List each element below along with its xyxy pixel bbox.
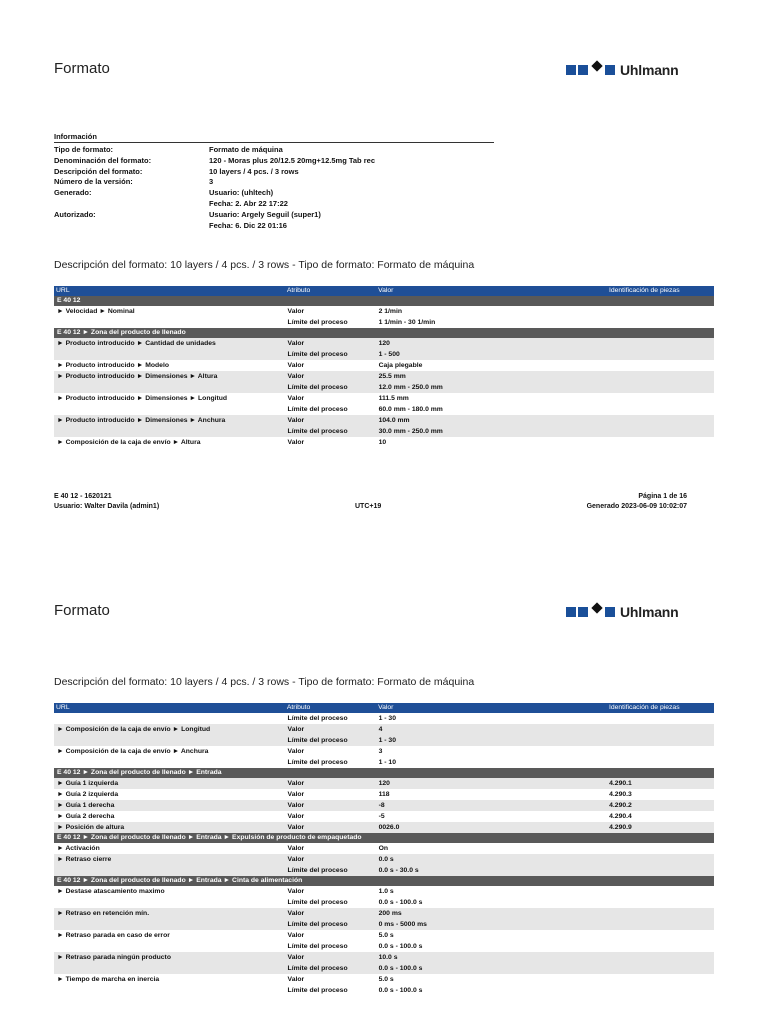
footer-page-number: Página 1 de 16 [638, 493, 687, 500]
info-value: 10 layers / 4 pcs. / 3 rows [209, 166, 299, 176]
cell-atributo: Valor [287, 373, 305, 380]
cell-atributo: Valor [287, 439, 305, 446]
cell-url [54, 317, 286, 328]
cell-valor: 120 [378, 780, 390, 787]
cell-url [54, 349, 286, 360]
cell-atributo: Límite del proceso [287, 319, 348, 326]
cell-valor: 2 1/min [378, 308, 403, 315]
cell-atributo: Valor [287, 976, 305, 983]
cell-valor: -8 [378, 802, 385, 809]
cell-identificacion [607, 985, 714, 996]
info-row [54, 177, 494, 188]
logo-square-icon [566, 607, 576, 617]
cell-identificacion [607, 757, 714, 768]
col-atributo: Atributo [286, 704, 311, 711]
table-row [54, 746, 714, 757]
table-row [54, 426, 714, 437]
cell-atributo: Límite del proceso [287, 965, 348, 972]
cell-atributo: Límite del proceso [287, 737, 348, 744]
info-row [54, 210, 494, 221]
table-row [54, 854, 714, 865]
cell-identificacion [607, 952, 714, 963]
table-row [54, 437, 714, 448]
table-row [54, 930, 714, 941]
cell-valor: 200 ms [378, 910, 402, 917]
cell-identificacion [607, 908, 714, 919]
info-row [54, 167, 494, 178]
cell-identificacion [607, 919, 714, 930]
cell-valor: 1.0 s [378, 888, 394, 895]
logo-text: Uhlmann [620, 604, 679, 620]
info-value: Fecha: 6. Dic 22 01:16 [209, 220, 287, 230]
info-value: Usuario: (uhltech) [209, 188, 274, 198]
table-body [54, 713, 714, 996]
col-identificacion: Identificación de piezas [608, 704, 680, 711]
page-title: Formato [54, 602, 110, 619]
cell-valor: 0.0 s - 100.0 s [378, 987, 423, 994]
cell-valor: 118 [378, 791, 390, 798]
cell-atributo: Valor [287, 824, 305, 831]
cell-valor: 12.0 mm - 250.0 mm [378, 384, 443, 391]
info-key: Denominación del formato: [54, 155, 152, 165]
table-row [54, 778, 714, 789]
cell-identificacion [607, 746, 714, 757]
cell-identificacion [607, 941, 714, 952]
cell-identificacion [607, 974, 714, 985]
cell-identificacion [607, 886, 714, 897]
cell-valor: 0.0 s - 100.0 s [378, 899, 423, 906]
cell-atributo: Valor [287, 932, 305, 939]
cell-url: ► Composición de la caja de envío ► Altura [57, 439, 201, 446]
footer-left [54, 492, 159, 512]
cell-valor: 1 - 30 [378, 737, 396, 744]
cell-identificacion [607, 897, 714, 908]
table-row [54, 393, 714, 404]
table-row [54, 963, 714, 974]
col-atributo: Atributo [286, 287, 311, 294]
cell-valor: 5.0 s [378, 932, 394, 939]
cell-atributo: Valor [287, 340, 305, 347]
cell-valor: 5.0 s [378, 976, 394, 983]
cell-valor: 0.0 s - 100.0 s [378, 965, 423, 972]
cell-url [54, 963, 286, 974]
info-value: Formato de máquina [209, 145, 283, 154]
section-header-row: E 40 12 [54, 296, 714, 306]
cell-atributo: Valor [287, 791, 305, 798]
cell-valor: 1 - 10 [378, 759, 396, 766]
cell-atributo: Valor [287, 417, 305, 424]
table-row [54, 789, 714, 800]
cell-url [54, 941, 286, 952]
table-body [54, 296, 714, 448]
cell-valor: 25.5 mm [378, 373, 406, 380]
footer-right [587, 492, 687, 512]
cell-url: ► Composición de la caja de envío ► Longitud [57, 726, 211, 733]
cell-valor: 1 - 30 [378, 715, 396, 722]
table-row [54, 713, 714, 724]
info-value: 120 - Moras plus 20/12.5 20mg+12.5mg Tab rec [209, 155, 375, 165]
cell-valor: 1 1/min - 30 1/min [378, 319, 436, 326]
cell-url: ► Producto introducido ► Dimensiones ► Longitud [57, 395, 228, 402]
table-row [54, 811, 714, 822]
cell-url [54, 713, 286, 724]
cell-valor: 3 [378, 748, 383, 755]
cell-atributo: Límite del proceso [287, 384, 348, 391]
section-header-row: E 40 12 ► Zona del producto de llenado ► Entrada ► Expulsión de producto de empaquetado [54, 833, 714, 843]
info-row [54, 156, 494, 167]
cell-identificacion [607, 360, 714, 371]
info-key: Tipo de formato: [54, 145, 114, 154]
cell-url: ► Posición de altura [57, 824, 125, 831]
cell-url: ► Destase atascamiento maximo [57, 888, 165, 895]
table-row [54, 952, 714, 963]
cell-identificacion [607, 854, 714, 865]
cell-valor: Caja plegable [378, 362, 423, 369]
info-key: Número de la versión: [54, 177, 133, 187]
cell-url: ► Producto introducido ► Modelo [57, 362, 169, 369]
cell-atributo: Valor [287, 845, 305, 852]
logo-square-icon [566, 65, 576, 75]
cell-identificacion [607, 843, 714, 854]
cell-valor: 104.0 mm [378, 417, 410, 424]
cell-identificacion [607, 393, 714, 404]
cell-atributo: Límite del proceso [287, 351, 348, 358]
table-row [54, 349, 714, 360]
info-rows [54, 145, 494, 231]
format-description: Descripción del formato: 10 layers / 4 pcs. / 3 rows - Tipo de formato: Formato de máquina [54, 259, 475, 271]
cell-valor: 0.0 s - 30.0 s [378, 867, 419, 874]
table-row [54, 843, 714, 854]
cell-url [54, 382, 286, 393]
uhlmann-logo [566, 62, 679, 78]
cell-url: ► Retraso parada ningún producto [57, 954, 171, 961]
cell-atributo: Valor [287, 813, 305, 820]
cell-atributo: Valor [287, 856, 305, 863]
table-row [54, 317, 714, 328]
format-description: Descripción del formato: 10 layers / 4 pcs. / 3 rows - Tipo de formato: Formato de máquina [54, 676, 475, 688]
cell-atributo: Límite del proceso [287, 943, 348, 950]
info-row [54, 188, 494, 199]
table-row [54, 974, 714, 985]
cell-url [54, 404, 286, 415]
cell-url [54, 985, 286, 996]
cell-url [54, 865, 286, 876]
info-value: Fecha: 2. Abr 22 17:22 [209, 198, 288, 208]
cell-identificacion [607, 735, 714, 746]
footer-timezone: UTC+19 [355, 503, 382, 510]
cell-identificacion [607, 349, 714, 360]
cell-atributo: Valor [287, 308, 305, 315]
cell-valor: 111.5 mm [378, 395, 409, 402]
info-key [54, 221, 209, 232]
table-row [54, 985, 714, 996]
logo-square-icon [578, 65, 588, 75]
cell-identificacion [607, 724, 714, 735]
cell-atributo: Límite del proceso [287, 987, 348, 994]
cell-atributo: Límite del proceso [287, 759, 348, 766]
section-header-row: E 40 12 ► Zona del producto de llenado ► Entrada [54, 768, 714, 778]
cell-valor: 10.0 s [378, 954, 398, 961]
logo-text: Uhlmann [620, 62, 679, 78]
info-value: Usuario: Argely Seguil (super1) [209, 209, 321, 219]
cell-identificacion [607, 713, 714, 724]
cell-atributo: Límite del proceso [287, 428, 348, 435]
cell-atributo: Valor [287, 888, 305, 895]
cell-url: ► Guía 1 derecha [57, 802, 115, 809]
info-key: Autorizado: [54, 209, 96, 219]
logo-diamond-icon [591, 60, 602, 71]
cell-valor: -5 [378, 813, 385, 820]
cell-identificacion: 4.290.3 [609, 791, 632, 798]
cell-valor: 0.0 s - 100.0 s [378, 943, 423, 950]
info-key: Generado: [54, 188, 92, 198]
cell-url: ► Producto introducido ► Dimensiones ► Anchura [57, 417, 226, 424]
table-row [54, 941, 714, 952]
cell-valor: 120 [378, 340, 390, 347]
cell-identificacion [607, 865, 714, 876]
cell-valor: 1 - 500 [378, 351, 400, 358]
table-row [54, 865, 714, 876]
cell-identificacion: 4.290.4 [609, 813, 632, 820]
info-row [54, 221, 494, 232]
table-row [54, 800, 714, 811]
cell-url: ► Retraso cierre [57, 856, 112, 863]
footer-doc-id: E 40 12 - 1620121 [54, 493, 112, 500]
cell-url: ► Retraso parada en caso de error [57, 932, 170, 939]
cell-valor: On [378, 845, 389, 852]
table-row [54, 415, 714, 426]
cell-url: ► Guía 1 izquierda [57, 780, 119, 787]
table-row [54, 371, 714, 382]
info-heading: Información [54, 132, 494, 143]
cell-atributo: Valor [287, 748, 305, 755]
cell-url: ► Retraso en retención mín. [57, 910, 150, 917]
cell-atributo: Límite del proceso [287, 715, 348, 722]
section-header-row: E 40 12 ► Zona del producto de llenado [54, 328, 714, 338]
cell-url [54, 426, 286, 437]
cell-identificacion [607, 382, 714, 393]
logo-square-icon [578, 607, 588, 617]
cell-identificacion [607, 371, 714, 382]
col-valor: Valor [378, 287, 394, 294]
footer-generated: Generado 2023-06-09 10:02:07 [586, 503, 687, 510]
cell-identificacion [607, 317, 714, 328]
table-row [54, 338, 714, 349]
footer-user: Usuario: Walter Davila (admin1) [54, 503, 160, 510]
cell-identificacion [607, 306, 714, 317]
cell-valor: 0.0 s [378, 856, 394, 863]
cell-url: ► Activación [57, 845, 100, 852]
cell-atributo: Valor [287, 910, 305, 917]
cell-url: ► Guía 2 izquierda [57, 791, 119, 798]
cell-url: ► Producto introducido ► Cantidad de unidades [57, 340, 216, 347]
cell-identificacion [607, 930, 714, 941]
cell-atributo: Valor [287, 362, 305, 369]
cell-atributo: Límite del proceso [287, 867, 348, 874]
cell-url: ► Tiempo de marcha en inercia [57, 976, 160, 983]
cell-url: ► Velocidad ► Nominal [57, 308, 135, 315]
cell-url [54, 757, 286, 768]
table-row [54, 919, 714, 930]
cell-valor: 0026.0 [378, 824, 400, 831]
table-row [54, 735, 714, 746]
cell-identificacion [607, 415, 714, 426]
table-header [54, 703, 714, 713]
table-row [54, 724, 714, 735]
cell-atributo: Valor [287, 802, 305, 809]
table-row [54, 908, 714, 919]
logo-square-icon [605, 607, 615, 617]
cell-identificacion [607, 437, 714, 448]
col-url: URL [56, 287, 70, 294]
info-row [54, 199, 494, 210]
cell-atributo: Valor [287, 954, 305, 961]
parameter-table [54, 703, 714, 996]
cell-atributo: Valor [287, 780, 305, 787]
cell-url [54, 897, 286, 908]
cell-atributo: Límite del proceso [287, 406, 348, 413]
cell-valor: 4 [378, 726, 383, 733]
table-row [54, 822, 714, 833]
cell-atributo: Valor [287, 726, 305, 733]
parameter-table [54, 286, 714, 448]
cell-url: ► Composición de la caja de envío ► Anchura [57, 748, 209, 755]
uhlmann-logo [566, 604, 679, 620]
col-url: URL [56, 704, 70, 711]
cell-atributo: Límite del proceso [287, 921, 348, 928]
info-row [54, 145, 494, 156]
cell-valor: 60.0 mm - 180.0 mm [378, 406, 443, 413]
col-valor: Valor [378, 704, 394, 711]
table-row [54, 757, 714, 768]
cell-identificacion [607, 404, 714, 415]
table-row [54, 360, 714, 371]
table-row [54, 404, 714, 415]
logo-square-icon [605, 65, 615, 75]
cell-identificacion [607, 426, 714, 437]
cell-url: ► Guía 2 derecha [57, 813, 115, 820]
cell-url: ► Producto introducido ► Dimensiones ► Altura [57, 373, 218, 380]
col-identificacion: Identificación de piezas [608, 287, 680, 294]
info-block [54, 132, 494, 231]
cell-identificacion: 4.290.2 [609, 802, 632, 809]
info-key: Descripción del formato: [54, 166, 143, 176]
table-row [54, 886, 714, 897]
cell-identificacion: 4.290.1 [609, 780, 632, 787]
info-key [54, 199, 209, 210]
cell-url [54, 735, 286, 746]
table-row [54, 382, 714, 393]
page-title: Formato [54, 60, 110, 77]
table-row [54, 306, 714, 317]
section-header-row: E 40 12 ► Zona del producto de llenado ► Entrada ► Cinta de alimentación [54, 876, 714, 886]
table-header [54, 286, 714, 296]
cell-valor: 10 [378, 439, 387, 446]
cell-url [54, 919, 286, 930]
cell-valor: 30.0 mm - 250.0 mm [378, 428, 443, 435]
cell-valor: 0 ms - 5000 ms [378, 921, 427, 928]
logo-diamond-icon [591, 602, 602, 613]
cell-identificacion [607, 338, 714, 349]
cell-atributo: Límite del proceso [287, 899, 348, 906]
cell-identificacion: 4.290.9 [609, 824, 632, 831]
cell-identificacion [607, 963, 714, 974]
info-value: 3 [209, 177, 214, 187]
cell-atributo: Valor [287, 395, 305, 402]
table-row [54, 897, 714, 908]
